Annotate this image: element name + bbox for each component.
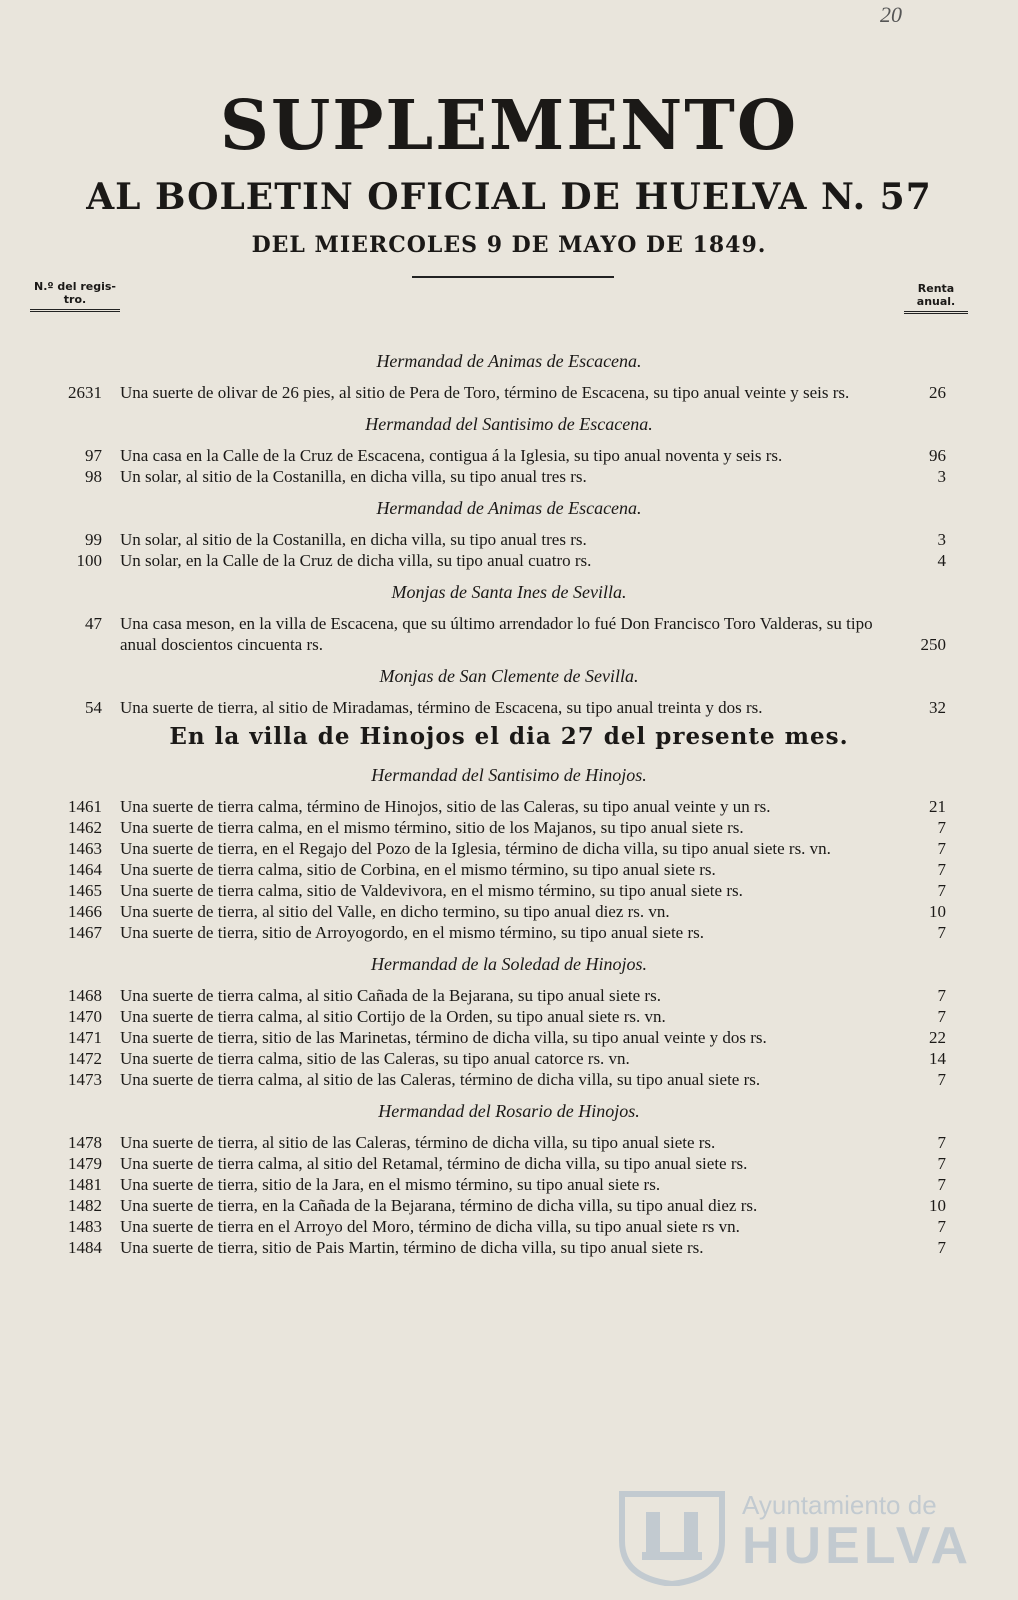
entry-description: Una suerte de tierra calma, en el mismo término, sitio de los Majanos, su tipo anual siete rs. [120, 818, 744, 837]
title-rule [412, 276, 614, 278]
annual-rent: 4 [937, 551, 946, 570]
entry-description: Una suerte de tierra calma, sitio de Corbina, en el mismo término, su tipo anual siete rs. [120, 860, 716, 879]
list-item [0, 697, 1018, 718]
list-item [0, 445, 1018, 466]
section [0, 579, 1018, 655]
annual-rent: 7 [937, 986, 946, 1005]
list-item [0, 796, 1018, 817]
entry-description: Una suerte de tierra calma, al sitio del Retamal, término de dicha villa, su tipo anual siete rs. [120, 1154, 748, 1173]
list-item [0, 880, 1018, 901]
annual-rent: 10 [929, 1196, 946, 1215]
entry-description: Un solar, en la Calle de la Cruz de dicha villa, su tipo anual cuatro rs. [120, 551, 592, 570]
list-item [0, 529, 1018, 550]
register-number: 2631 [68, 383, 102, 402]
list-item [0, 1048, 1018, 1069]
annual-rent: 7 [937, 839, 946, 858]
entry-description: Una suerte de tierra, sitio de las Marinetas, término de dicha villa, su tipo anual veinte y dos rs. [120, 1028, 767, 1047]
section-heading: Hermandad del Rosario de Hinojos. [378, 1101, 640, 1121]
annual-rent: 10 [929, 902, 946, 921]
entry-description: Una suerte de tierra, sitio de Arroyogordo, en el mismo término, su tipo anual siete rs. [120, 923, 705, 942]
entry-description: Una suerte de olivar de 26 pies, al sitio de Pera de Toro, término de Escacena, su tipo anual veinte y seis rs. [120, 383, 850, 402]
annual-rent: 250 [920, 635, 946, 654]
page-dateline: DEL MIERCOLES 9 DE MAYO DE 1849. [251, 232, 767, 258]
entry-description: Una suerte de tierra calma, sitio de Valdevivora, en el mismo término, su tipo anual siete rs. [120, 881, 743, 900]
list-item [0, 817, 1018, 838]
register-number: 100 [76, 551, 102, 570]
column-header-register-line2: tro. [30, 293, 120, 312]
entry-description: Una casa meson, en la villa de Escacena, que su último arrendador lo fué Don Francisco Toro Valderas, su tipo anual doscientos cincuenta rs. [120, 614, 873, 654]
section-heading: Monjas de Santa Ines de Sevilla. [391, 582, 627, 602]
annual-rent: 3 [937, 467, 946, 486]
register-number: 1470 [68, 1007, 102, 1026]
section [0, 495, 1018, 571]
locality-heading: En la villa de Hinojos el dia 27 del presente mes. [169, 723, 849, 750]
list-item [0, 1237, 1018, 1258]
register-number: 1482 [68, 1196, 102, 1215]
page-subtitle: AL BOLETIN OFICIAL DE HUELVA N. 57 [86, 176, 932, 218]
section-heading: Monjas de San Clemente de Sevilla. [379, 666, 639, 686]
column-header-rent [904, 282, 968, 314]
register-number: 1471 [68, 1028, 102, 1047]
entry-description: Una suerte de tierra, en el Regajo del Pozo de la Iglesia, término de dicha villa, su tipo anual siete rs. vn. [120, 839, 831, 858]
list-item [0, 613, 1018, 655]
register-number: 1479 [68, 1154, 102, 1173]
entry-description: Una suerte de tierra calma, al sitio Cañada de la Bejarana, su tipo anual siete rs. [120, 986, 661, 1005]
list-item [0, 382, 1018, 403]
list-item [0, 1069, 1018, 1090]
watermark [612, 1486, 992, 1586]
section [0, 411, 1018, 487]
annual-rent: 7 [937, 818, 946, 837]
entry-description: Una suerte de tierra en el Arroyo del Moro, término de dicha villa, su tipo anual siete rs vn. [120, 1217, 740, 1236]
register-number: 1465 [68, 881, 102, 900]
entry-description: Una suerte de tierra, al sitio de las Caleras, término de dicha villa, su tipo anual siete rs. [120, 1133, 716, 1152]
list-item [0, 1195, 1018, 1216]
section [0, 663, 1018, 718]
annual-rent: 7 [937, 1133, 946, 1152]
corner-annotation: 20 [880, 2, 902, 27]
list-item [0, 985, 1018, 1006]
register-number: 98 [85, 467, 102, 486]
section-heading: Hermandad del Santisimo de Hinojos. [371, 765, 647, 785]
entry-description: Un solar, al sitio de la Costanilla, en dicha villa, su tipo anual tres rs. [120, 530, 587, 549]
annual-rent: 96 [929, 446, 946, 465]
annual-rent: 7 [937, 1007, 946, 1026]
register-number: 1473 [68, 1070, 102, 1089]
register-number: 1484 [68, 1238, 102, 1257]
register-number: 1464 [68, 860, 102, 879]
register-number: 1478 [68, 1133, 102, 1152]
listing-content [0, 340, 1018, 1258]
annual-rent: 22 [929, 1028, 946, 1047]
register-number: 1463 [68, 839, 102, 858]
register-number: 1466 [68, 902, 102, 921]
annual-rent: 32 [929, 698, 946, 717]
annual-rent: 7 [937, 1175, 946, 1194]
section [0, 1098, 1018, 1258]
entry-description: Una suerte de tierra calma, término de Hinojos, sitio de las Caleras, su tipo anual veinte y un rs. [120, 797, 771, 816]
list-item [0, 1174, 1018, 1195]
section-heading: Hermandad de Animas de Escacena. [376, 351, 642, 371]
list-item [0, 466, 1018, 487]
register-number: 1472 [68, 1049, 102, 1068]
watermark-line2: HUELVA [742, 1517, 973, 1575]
entry-description: Una suerte de tierra, sitio de la Jara, en el mismo término, su tipo anual siete rs. [120, 1175, 661, 1194]
register-number: 1462 [68, 818, 102, 837]
entry-description: Una suerte de tierra, al sitio del Valle, en dicho termino, su tipo anual diez rs. vn. [120, 902, 670, 921]
annual-rent: 21 [929, 797, 946, 816]
annual-rent: 7 [937, 1217, 946, 1236]
annual-rent: 14 [929, 1049, 946, 1068]
column-header-register-line1: N.º del regis- [34, 280, 116, 293]
entry-description: Una suerte de tierra calma, sitio de las Caleras, su tipo anual catorce rs. vn. [120, 1049, 630, 1068]
list-item [0, 838, 1018, 859]
section [0, 348, 1018, 403]
list-item [0, 901, 1018, 922]
section-heading: Hermandad de Animas de Escacena. [376, 498, 642, 518]
column-header-register [30, 280, 120, 312]
entry-description: Una casa en la Calle de la Cruz de Escacena, contigua á la Iglesia, su tipo anual noventa y seis rs. [120, 446, 783, 465]
section [0, 951, 1018, 1090]
crest-icon [612, 1486, 732, 1586]
section [0, 720, 1018, 943]
register-number: 99 [85, 530, 102, 549]
list-item [0, 1132, 1018, 1153]
list-item [0, 859, 1018, 880]
annual-rent: 7 [937, 1154, 946, 1173]
register-number: 1481 [68, 1175, 102, 1194]
annual-rent: 7 [937, 860, 946, 879]
register-number: 1483 [68, 1217, 102, 1236]
register-number: 1461 [68, 797, 102, 816]
register-number: 54 [85, 698, 102, 717]
entry-description: Una suerte de tierra, sitio de Pais Martin, término de dicha villa, su tipo anual siete rs. [120, 1238, 704, 1257]
section-heading: Hermandad del Santisimo de Escacena. [365, 414, 653, 434]
page-title: SUPLEMENTO [219, 86, 799, 166]
annual-rent: 7 [937, 923, 946, 942]
annual-rent: 7 [937, 1238, 946, 1257]
list-item [0, 1027, 1018, 1048]
column-header-rent-line1: Renta [917, 282, 955, 295]
register-number: 97 [85, 446, 102, 465]
annual-rent: 7 [937, 1070, 946, 1089]
entry-description: Una suerte de tierra calma, al sitio de las Caleras, término de dicha villa, su tipo anual siete rs. [120, 1070, 761, 1089]
list-item [0, 1216, 1018, 1237]
annual-rent: 3 [937, 530, 946, 549]
entry-description: Una suerte de tierra, en la Cañada de la Bejarana, término de dicha villa, su tipo anual diez rs. [120, 1196, 758, 1215]
register-number: 1468 [68, 986, 102, 1005]
section-heading: Hermandad de la Soledad de Hinojos. [371, 954, 647, 974]
entry-description: Una suerte de tierra, al sitio de Miradamas, término de Escacena, su tipo anual treinta y dos rs. [120, 698, 763, 717]
annual-rent: 26 [929, 383, 946, 402]
watermark-line1: Ayuntamiento de [742, 1490, 937, 1520]
entry-description: Un solar, al sitio de la Costanilla, en dicha villa, su tipo anual tres rs. [120, 467, 587, 486]
list-item [0, 1006, 1018, 1027]
annual-rent: 7 [937, 881, 946, 900]
register-number: 1467 [68, 923, 102, 942]
column-header-rent-line2: anual. [904, 295, 968, 314]
list-item [0, 1153, 1018, 1174]
register-number: 47 [85, 614, 102, 633]
entry-description: Una suerte de tierra calma, al sitio Cortijo de la Orden, su tipo anual siete rs. vn. [120, 1007, 666, 1026]
list-item [0, 922, 1018, 943]
list-item [0, 550, 1018, 571]
